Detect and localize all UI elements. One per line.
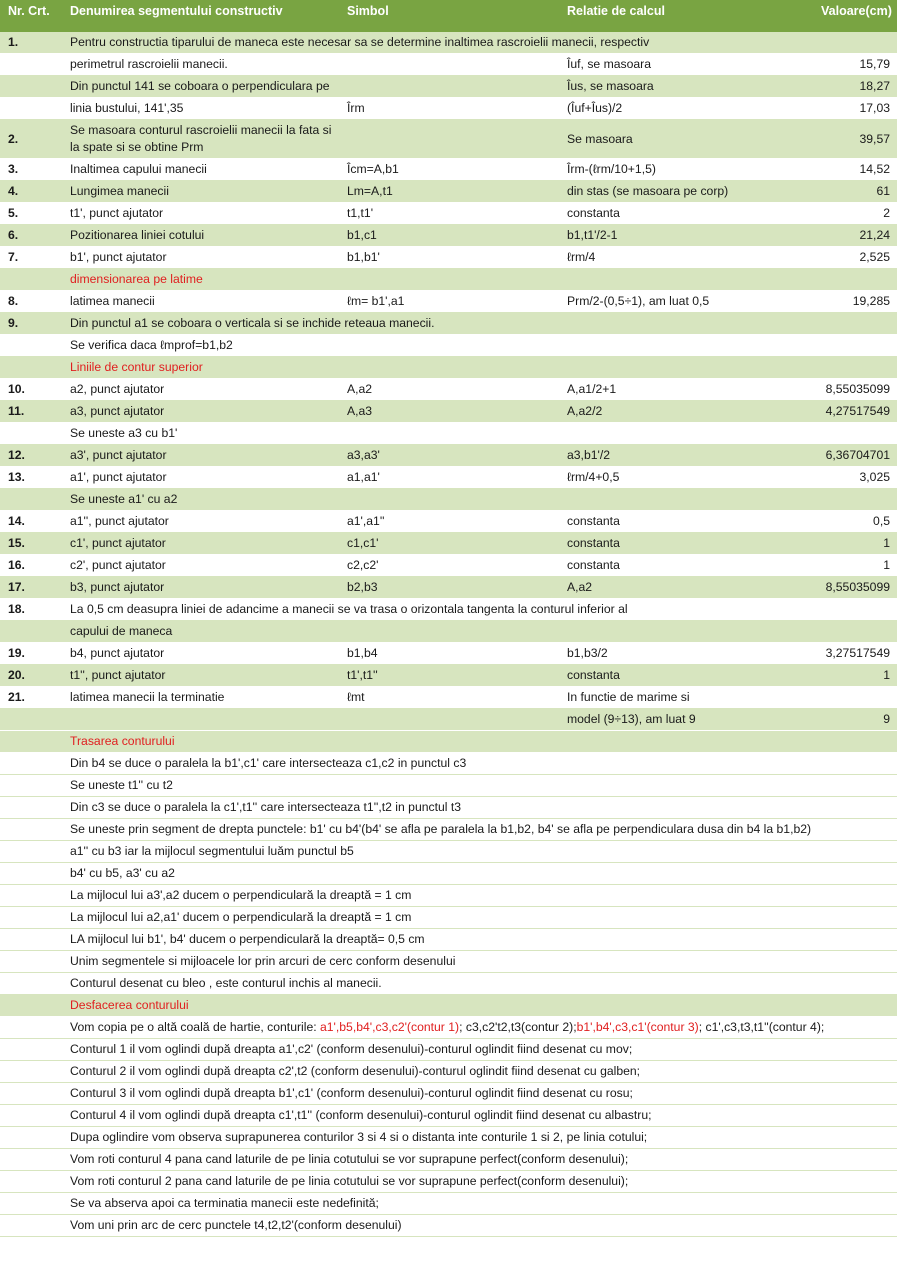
row-valoare: 39,57 (757, 120, 897, 159)
table-row (0, 1171, 897, 1193)
row-denumire: c1', punct ajutator (62, 533, 339, 555)
row-text-part: ; c1',c3,t3,t1''(contur 4); (698, 1020, 825, 1034)
row-text: a1'' cu b3 iar la mijlocul segmentului luăm punctul b5 (62, 841, 897, 863)
row-simbol: a1,a1' (339, 467, 559, 489)
row-number: 13. (0, 467, 62, 489)
row-text: Conturul 3 il vom oglindi după dreapta b1',c1' (conform desenului)-conturul oglindit fiind desenat cu rosu; (62, 1083, 897, 1105)
row-valoare (757, 687, 897, 709)
row-relatie: din stas (se masoara pe corp) (559, 181, 757, 203)
row-relatie: Se masoara (559, 120, 757, 159)
table-row (0, 797, 897, 819)
row-denumire: linia bustului, 141',35 (62, 98, 339, 120)
row-valoare: 1 (757, 533, 897, 555)
row-number: 11. (0, 401, 62, 423)
row-simbol: A,a3 (339, 401, 559, 423)
row-denumire: Se masoara conturul rascroielii manecii la fata si la spate si se obtine Prm (62, 120, 339, 159)
table-row (0, 32, 897, 54)
row-text: Din c3 se duce o paralela la c1',t1'' care intersecteaza t1'',t2 in punctul t3 (62, 797, 897, 819)
row-simbol: b2,b3 (339, 577, 559, 599)
section-title: Trasarea conturului (62, 731, 897, 753)
table-row (0, 120, 897, 159)
row-text: Se verifica daca ℓmprof=b1,b2 (62, 335, 897, 357)
row-number (0, 841, 62, 863)
row-text: Se uneste t1'' cu t2 (62, 775, 897, 797)
row-text: Conturul 1 il vom oglindi după dreapta a1',c2' (conform desenului)-conturul oglindit fiind desenat cu mov; (62, 1039, 897, 1061)
table-row (0, 269, 897, 291)
row-text: Vom roti conturul 2 pana cand laturile de pe linia cotutului se vor suprapune perfect(conform desenului); (62, 1171, 897, 1193)
row-denumire: Din punctul 141 se coboara o perpendiculara pe (62, 76, 339, 98)
row-text: Din b4 se duce o paralela la b1',c1' care intersecteaza c1,c2 in punctul c3 (62, 753, 897, 775)
row-number (0, 357, 62, 379)
row-number: 8. (0, 291, 62, 313)
row-number (0, 753, 62, 775)
table-row (0, 951, 897, 973)
table-row (0, 203, 897, 225)
row-relatie: model (9÷13), am luat 9 (559, 709, 757, 731)
row-text: Din punctul a1 se coboara o verticala si se inchide reteaua manecii. (62, 313, 897, 335)
header-relatie: Relatie de calcul (559, 0, 757, 32)
row-text: Conturul 4 il vom oglindi după dreapta c1',t1'' (conform desenului)-conturul oglindit fiind desenat cu albastru; (62, 1105, 897, 1127)
row-text: Vom roti conturul 4 pana cand laturile de pe linia cotutului se vor suprapune perfect(conform desenului); (62, 1149, 897, 1171)
table-row (0, 929, 897, 951)
row-simbol (339, 54, 559, 76)
table-row (0, 98, 897, 120)
table-row (0, 357, 897, 379)
row-number (0, 621, 62, 643)
row-number (0, 731, 62, 753)
row-valoare: 15,79 (757, 54, 897, 76)
table-row (0, 775, 897, 797)
row-denumire: a1'', punct ajutator (62, 511, 339, 533)
row-number (0, 76, 62, 98)
row-relatie: constanta (559, 555, 757, 577)
row-valoare: 8,55035099 (757, 379, 897, 401)
contour-highlight: a1',b5,b4',c3,c2'(contur 1) (320, 1020, 460, 1034)
row-simbol (339, 76, 559, 98)
table-row (0, 621, 897, 643)
table-row (0, 885, 897, 907)
table-row (0, 709, 897, 731)
section-title: Liniile de contur superior (62, 357, 897, 379)
row-valoare: 21,24 (757, 225, 897, 247)
row-text-part: Vom copia pe o altă coală de hartie, conturile: (70, 1020, 320, 1034)
table-row (0, 819, 897, 841)
row-number: 2. (0, 120, 62, 159)
row-relatie: b1,t1'/2-1 (559, 225, 757, 247)
table-row (0, 511, 897, 533)
row-denumire: b3, punct ajutator (62, 577, 339, 599)
table-row (0, 599, 897, 621)
row-number (0, 907, 62, 929)
header-simbol: Simbol (339, 0, 559, 32)
row-simbol: t1',t1'' (339, 665, 559, 687)
section-title: Desfacerea conturului (62, 995, 897, 1017)
row-number (0, 1017, 62, 1039)
table-row (0, 1149, 897, 1171)
row-number: 16. (0, 555, 62, 577)
table-row (0, 54, 897, 76)
row-number (0, 1193, 62, 1215)
row-simbol: Îrm (339, 98, 559, 120)
row-number (0, 1149, 62, 1171)
table-row (0, 423, 897, 445)
table-row (0, 841, 897, 863)
row-valoare: 2 (757, 203, 897, 225)
header-nr: Nr. Crt. (0, 0, 62, 32)
row-simbol (339, 709, 559, 731)
row-number (0, 1061, 62, 1083)
row-relatie: Îuf, se masoara (559, 54, 757, 76)
row-valoare: 61 (757, 181, 897, 203)
table-row (0, 1061, 897, 1083)
row-denumire: latimea manecii la terminatie (62, 687, 339, 709)
table-row (0, 1215, 897, 1237)
row-number: 12. (0, 445, 62, 467)
row-number (0, 709, 62, 731)
row-valoare: 19,285 (757, 291, 897, 313)
row-valoare: 4,27517549 (757, 401, 897, 423)
row-simbol: b1,b1' (339, 247, 559, 269)
row-number (0, 1105, 62, 1127)
table-row (0, 973, 897, 995)
row-simbol: Lm=A,t1 (339, 181, 559, 203)
row-valoare: 2,525 (757, 247, 897, 269)
row-number: 7. (0, 247, 62, 269)
table-row (0, 401, 897, 423)
row-relatie: A,a1/2+1 (559, 379, 757, 401)
row-text: Se va abserva apoi ca terminatia manecii este nedefinită; (62, 1193, 897, 1215)
row-relatie: constanta (559, 511, 757, 533)
row-number (0, 1127, 62, 1149)
row-denumire: a2, punct ajutator (62, 379, 339, 401)
row-number: 4. (0, 181, 62, 203)
row-simbol: ℓmt (339, 687, 559, 709)
row-relatie: ℓrm/4+0,5 (559, 467, 757, 489)
row-text: Conturul desenat cu bleo , este conturul inchis al manecii. (62, 973, 897, 995)
header-denumire: Denumirea segmentului constructiv (62, 0, 339, 32)
row-simbol: a1',a1'' (339, 511, 559, 533)
table-row (0, 907, 897, 929)
table-row (0, 643, 897, 665)
row-text: Conturul 2 il vom oglindi după dreapta c2',t2 (conform desenului)-conturul oglindit fiind desenat cu galben; (62, 1061, 897, 1083)
row-number (0, 951, 62, 973)
row-number: 6. (0, 225, 62, 247)
row-relatie: constanta (559, 203, 757, 225)
row-relatie: a3,b1'/2 (559, 445, 757, 467)
row-relatie: A,a2 (559, 577, 757, 599)
table-row (0, 665, 897, 687)
row-text: Se uneste a1' cu a2 (62, 489, 897, 511)
row-valoare: 9 (757, 709, 897, 731)
row-relatie: b1,b3/2 (559, 643, 757, 665)
row-number (0, 775, 62, 797)
header-row (0, 0, 897, 32)
table-row (0, 467, 897, 489)
row-denumire: perimetrul rascroielii manecii. (62, 54, 339, 76)
row-text: Pentru constructia tiparului de maneca este necesar sa se determine inaltimea rascroielii manecii, respectiv (62, 32, 897, 54)
row-number: 15. (0, 533, 62, 555)
row-number: 14. (0, 511, 62, 533)
table-row (0, 335, 897, 357)
row-valoare: 1 (757, 665, 897, 687)
contour-highlight: b1',b4',c3,c1'(contur 3) (576, 1020, 699, 1034)
table-row (0, 1105, 897, 1127)
row-relatie: A,a2/2 (559, 401, 757, 423)
row-number: 19. (0, 643, 62, 665)
row-denumire: c2', punct ajutator (62, 555, 339, 577)
row-number: 17. (0, 577, 62, 599)
row-number (0, 929, 62, 951)
table-row (0, 687, 897, 709)
table-row (0, 489, 897, 511)
row-text: La mijlocul lui a3',a2 ducem o perpendiculară la dreaptă = 1 cm (62, 885, 897, 907)
row-denumire: a3, punct ajutator (62, 401, 339, 423)
row-denumire: t1'', punct ajutator (62, 665, 339, 687)
table-row (0, 577, 897, 599)
section-title: dimensionarea pe latime (62, 269, 897, 291)
row-simbol: t1,t1' (339, 203, 559, 225)
table-body (0, 32, 897, 1237)
table-row (0, 753, 897, 775)
row-simbol: A,a2 (339, 379, 559, 401)
table-row (0, 291, 897, 313)
table-row (0, 247, 897, 269)
row-text: Se uneste prin segment de drepta punctele: b1' cu b4'(b4' se afla pe paralela la b1,b2, b4' se afla pe perpendiculara dusa din b4 la b1,b2) (62, 819, 897, 841)
row-denumire: t1', punct ajutator (62, 203, 339, 225)
row-number (0, 885, 62, 907)
row-number (0, 423, 62, 445)
row-number (0, 1039, 62, 1061)
row-relatie: constanta (559, 533, 757, 555)
row-text: capului de maneca (62, 621, 897, 643)
row-number (0, 819, 62, 841)
row-simbol: c2,c2' (339, 555, 559, 577)
row-simbol: a3,a3' (339, 445, 559, 467)
table-row (0, 1193, 897, 1215)
row-text: LA mijlocul lui b1', b4' ducem o perpendiculară la dreaptă= 0,5 cm (62, 929, 897, 951)
row-number (0, 98, 62, 120)
row-relatie: (Îuf+Îus)/2 (559, 98, 757, 120)
header-valoare: Valoare(cm) (757, 0, 897, 32)
row-text: Vom uni prin arc de cerc punctele t4,t2,t2'(conform desenului) (62, 1215, 897, 1237)
table-row (0, 731, 897, 753)
row-valoare: 8,55035099 (757, 577, 897, 599)
row-valoare: 0,5 (757, 511, 897, 533)
row-relatie: constanta (559, 665, 757, 687)
row-valoare: 3,27517549 (757, 643, 897, 665)
row-relatie: Îrm-(ℓrm/10+1,5) (559, 159, 757, 181)
row-simbol: c1,c1' (339, 533, 559, 555)
row-denumire: b4, punct ajutator (62, 643, 339, 665)
row-text: Se uneste a3 cu b1' (62, 423, 897, 445)
row-number (0, 995, 62, 1017)
row-number: 20. (0, 665, 62, 687)
row-valoare: 17,03 (757, 98, 897, 120)
row-text: La 0,5 cm deasupra liniei de adancime a manecii se va trasa o orizontala tangenta la conturul inferior al (62, 599, 897, 621)
table-row (0, 445, 897, 467)
row-valoare: 6,36704701 (757, 445, 897, 467)
table-row (0, 379, 897, 401)
row-relatie: Prm/2-(0,5÷1), am luat 0,5 (559, 291, 757, 313)
row-text: La mijlocul lui a2,a1' ducem o perpendiculară la dreaptă = 1 cm (62, 907, 897, 929)
table-row (0, 533, 897, 555)
row-denumire: Pozitionarea liniei cotului (62, 225, 339, 247)
row-relatie: ℓrm/4 (559, 247, 757, 269)
row-number: 5. (0, 203, 62, 225)
row-text: b4' cu b5, a3' cu a2 (62, 863, 897, 885)
row-relatie: Îus, se masoara (559, 76, 757, 98)
row-number (0, 1215, 62, 1237)
table-row (0, 555, 897, 577)
row-text (62, 1017, 897, 1039)
table-row (0, 76, 897, 98)
row-number (0, 1171, 62, 1193)
row-denumire: a3', punct ajutator (62, 445, 339, 467)
row-simbol (339, 120, 559, 159)
row-relatie: In functie de marime si (559, 687, 757, 709)
table-row (0, 1017, 897, 1039)
row-valoare: 1 (757, 555, 897, 577)
row-number: 3. (0, 159, 62, 181)
row-valoare: 14,52 (757, 159, 897, 181)
row-number (0, 1083, 62, 1105)
row-number (0, 269, 62, 291)
row-simbol: Îcm=A,b1 (339, 159, 559, 181)
row-simbol: ℓm= b1',a1 (339, 291, 559, 313)
row-number (0, 973, 62, 995)
row-text: Unim segmentele si mijloacele lor prin arcuri de cerc conform desenului (62, 951, 897, 973)
row-denumire: a1', punct ajutator (62, 467, 339, 489)
row-number (0, 863, 62, 885)
table-row (0, 313, 897, 335)
table-row (0, 1127, 897, 1149)
row-number (0, 797, 62, 819)
row-simbol: b1,c1 (339, 225, 559, 247)
row-denumire: latimea manecii (62, 291, 339, 313)
row-number: 9. (0, 313, 62, 335)
row-number (0, 489, 62, 511)
table-row (0, 1083, 897, 1105)
row-number: 10. (0, 379, 62, 401)
table-row (0, 995, 897, 1017)
table-row (0, 1039, 897, 1061)
row-number: 1. (0, 32, 62, 54)
table-row (0, 159, 897, 181)
table-row (0, 863, 897, 885)
row-text: Dupa oglindire vom observa suprapunerea conturilor 3 si 4 si o distanta inte conturile 1 si 2, pe linia cotului; (62, 1127, 897, 1149)
table-row (0, 181, 897, 203)
row-denumire: b1', punct ajutator (62, 247, 339, 269)
row-denumire (62, 709, 339, 731)
row-number (0, 335, 62, 357)
row-text-part: ; c3,c2't2,t3(contur 2); (459, 1020, 577, 1034)
row-denumire: Lungimea manecii (62, 181, 339, 203)
table-row (0, 225, 897, 247)
row-number: 21. (0, 687, 62, 709)
row-simbol: b1,b4 (339, 643, 559, 665)
row-valoare: 18,27 (757, 76, 897, 98)
row-valoare: 3,025 (757, 467, 897, 489)
row-number (0, 54, 62, 76)
row-denumire: Inaltimea capului manecii (62, 159, 339, 181)
row-number: 18. (0, 599, 62, 621)
